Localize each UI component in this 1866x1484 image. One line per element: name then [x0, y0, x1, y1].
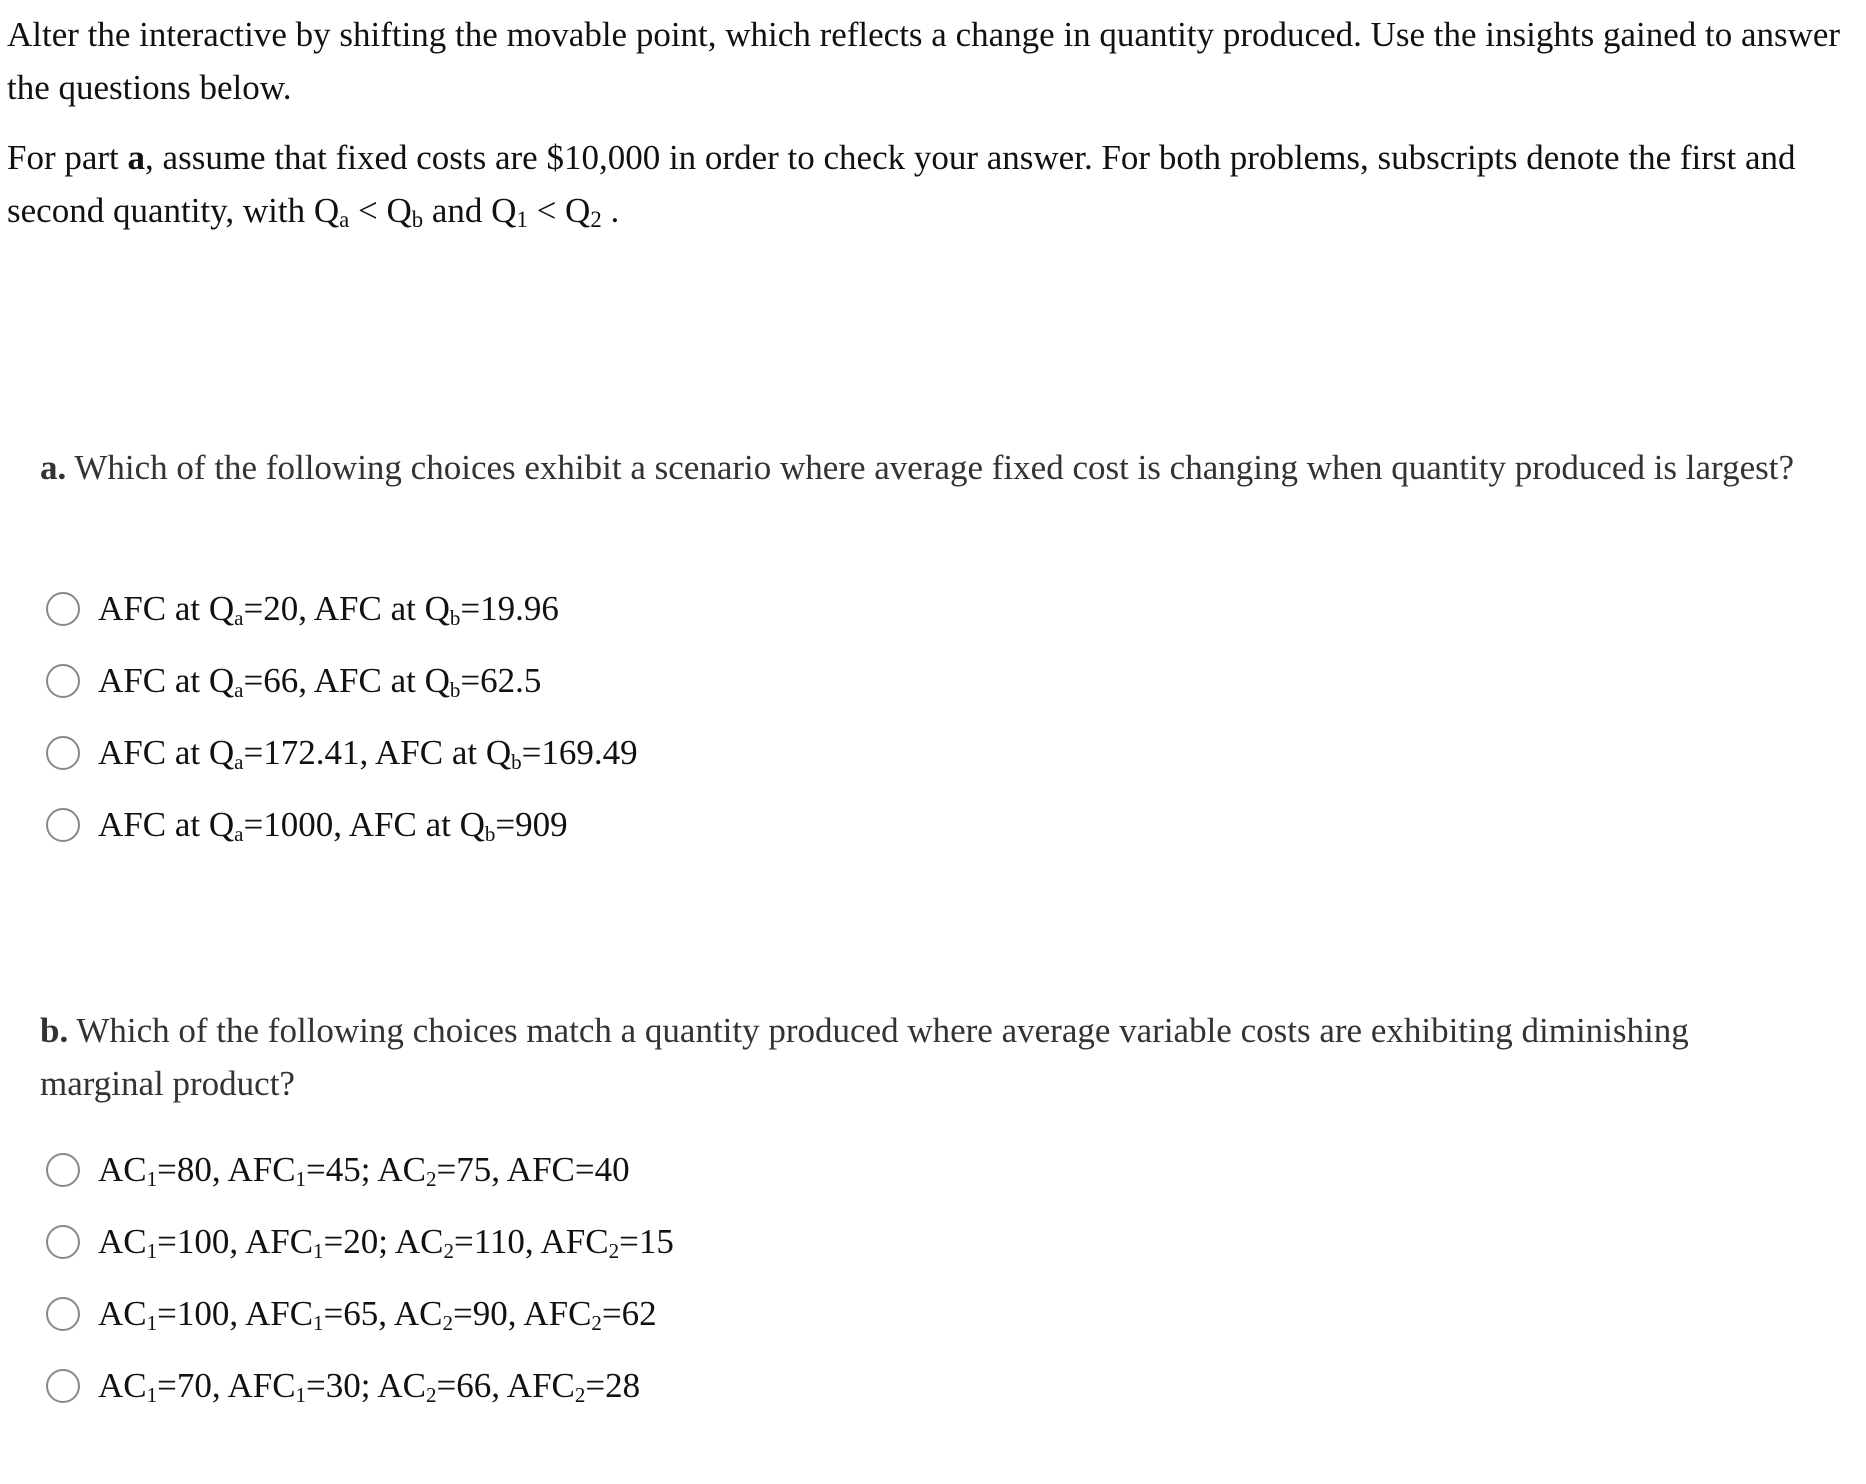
subscript: 2: [425, 1167, 437, 1191]
subscript: b: [449, 606, 461, 630]
option-text: AC: [98, 1366, 147, 1405]
radio-button[interactable]: [46, 592, 80, 626]
option-text: =: [157, 1366, 177, 1405]
option-text: ;: [360, 1366, 378, 1405]
instructions-text: Alter the interactive by shifting the movable point, which reflects a change in quantity produced. Use the insights gained to answer the questions below.: [7, 15, 1841, 107]
option-text: AFC: [244, 1222, 314, 1261]
option-text: , AFC at Q: [298, 661, 450, 700]
subscript: 1: [313, 1239, 324, 1263]
subscript: b: [484, 822, 496, 846]
option-text: =: [243, 589, 264, 628]
option-text: AFC: [523, 1294, 592, 1333]
radio-button[interactable]: [46, 736, 80, 770]
option-label: [98, 661, 541, 701]
subscript: 2: [574, 1383, 586, 1407]
option-value: 65: [343, 1294, 379, 1333]
option-text: =: [323, 1222, 344, 1261]
option-value: 100: [176, 1294, 230, 1333]
subscript: a: [234, 678, 244, 702]
option-text: ,: [491, 1150, 507, 1189]
option-value: 15: [638, 1222, 674, 1261]
subscript: a: [234, 606, 244, 630]
subscript: 2: [443, 1239, 454, 1263]
option-text: AC: [394, 1222, 444, 1261]
option-text: , AFC at Q: [333, 805, 485, 844]
subscript: 1: [146, 1167, 158, 1191]
radio-option[interactable]: [46, 1206, 674, 1278]
option-text: AFC: [227, 1150, 296, 1189]
option-text: ,: [211, 1150, 228, 1189]
option-value: 172.41: [263, 733, 360, 772]
option-text: , AFC at Q: [359, 733, 512, 772]
option-text: =: [157, 1150, 177, 1189]
subscript: b: [411, 207, 424, 232]
option-label: [98, 589, 559, 629]
question-a-label: a.: [40, 448, 67, 487]
subscript: 1: [516, 207, 528, 232]
option-text: =: [306, 1150, 326, 1189]
option-text: ,: [378, 1294, 394, 1333]
option-text: AFC at Q: [98, 733, 235, 772]
subscript: 2: [425, 1383, 437, 1407]
option-text: =: [460, 589, 481, 628]
subscript: 1: [295, 1167, 307, 1191]
subscript: b: [449, 678, 461, 702]
radio-button[interactable]: [46, 1153, 80, 1187]
assumptions-paragraph: [7, 131, 1847, 237]
question-b-options: [46, 1134, 674, 1422]
radio-option[interactable]: [46, 1350, 674, 1422]
option-value: 90: [472, 1294, 508, 1333]
radio-option[interactable]: [46, 573, 638, 645]
option-text: , AFC at Q: [298, 589, 450, 628]
option-value: 75: [456, 1150, 492, 1189]
option-text: AFC at Q: [98, 805, 235, 844]
assumptions-text: For part: [7, 138, 128, 177]
option-text: =: [585, 1366, 606, 1405]
option-text: =: [243, 733, 264, 772]
option-text: =: [619, 1222, 639, 1261]
radio-option[interactable]: [46, 1134, 674, 1206]
subscript: a: [339, 207, 350, 232]
option-text: =: [157, 1222, 177, 1261]
instructions-paragraph: [7, 8, 1847, 114]
subscript: a: [234, 822, 244, 846]
option-value: 30: [325, 1366, 361, 1405]
option-text: AC: [377, 1150, 426, 1189]
option-text: =: [323, 1294, 344, 1333]
option-label: [98, 805, 568, 845]
radio-button[interactable]: [46, 808, 80, 842]
option-text: AFC: [506, 1150, 575, 1189]
option-text: =: [436, 1150, 457, 1189]
option-text: =: [453, 1222, 474, 1261]
option-text: AC: [377, 1366, 426, 1405]
radio-option[interactable]: [46, 789, 638, 861]
option-text: =: [306, 1366, 326, 1405]
assumptions-text: .: [601, 191, 620, 230]
option-text: ,: [229, 1294, 245, 1333]
subscript: 1: [295, 1383, 307, 1407]
option-text: =: [453, 1294, 473, 1333]
subscript: 1: [146, 1311, 158, 1335]
assumptions-text: < Q: [349, 191, 412, 230]
option-value: 66: [263, 661, 299, 700]
option-text: ,: [491, 1366, 507, 1405]
part-a-bold: a: [127, 138, 146, 177]
option-value: 80: [176, 1150, 212, 1189]
option-value: 1000: [263, 805, 334, 844]
option-label: [98, 1222, 674, 1262]
option-value: 66: [456, 1366, 492, 1405]
subscript: 1: [146, 1383, 158, 1407]
option-value: 28: [605, 1366, 641, 1405]
option-value: 40: [594, 1150, 630, 1189]
option-value: 20: [343, 1222, 379, 1261]
option-text: =: [243, 805, 264, 844]
option-value: 45: [325, 1150, 361, 1189]
option-text: AFC at Q: [98, 589, 235, 628]
subscript: 1: [146, 1239, 158, 1263]
option-label: [98, 1294, 657, 1334]
option-text: ,: [524, 1222, 541, 1261]
option-text: ;: [378, 1222, 395, 1261]
radio-button[interactable]: [46, 664, 80, 698]
subscript: 1: [313, 1311, 324, 1335]
option-text: ;: [360, 1150, 378, 1189]
option-text: ,: [507, 1294, 524, 1333]
option-text: =: [436, 1366, 457, 1405]
option-value: 19.96: [480, 589, 559, 628]
option-text: =: [157, 1294, 177, 1333]
option-label: [98, 733, 638, 773]
question-b-prompt: [40, 1004, 1820, 1110]
option-text: =: [574, 1150, 595, 1189]
option-text: =: [460, 661, 481, 700]
option-text: =: [243, 661, 264, 700]
option-text: ,: [229, 1222, 245, 1261]
radio-button[interactable]: [46, 1297, 80, 1331]
assumptions-text: < Q: [527, 191, 591, 230]
option-value: 909: [515, 805, 568, 844]
radio-option[interactable]: [46, 645, 638, 717]
subscript: 2: [442, 1311, 453, 1335]
option-text: AFC: [506, 1366, 575, 1405]
question-a-prompt: [40, 441, 1820, 494]
question-a-text: Which of the following choices exhibit a scenario where average fixed cost is changing when quantity produced is largest?: [74, 448, 1794, 487]
option-text: AFC: [244, 1294, 314, 1333]
option-value: 100: [176, 1222, 230, 1261]
option-value: 62: [621, 1294, 657, 1333]
option-text: AC: [98, 1294, 147, 1333]
subscript: b: [511, 750, 522, 774]
radio-option[interactable]: [46, 717, 638, 789]
radio-button[interactable]: [46, 1225, 80, 1259]
subscript: 2: [590, 207, 602, 232]
option-value: 110: [473, 1222, 525, 1261]
option-text: AFC: [227, 1366, 296, 1405]
option-value: 62.5: [480, 661, 542, 700]
option-text: AC: [393, 1294, 443, 1333]
option-text: =: [495, 805, 516, 844]
subscript: 2: [591, 1311, 602, 1335]
option-text: =: [601, 1294, 622, 1333]
option-text: AFC at Q: [98, 661, 235, 700]
option-value: 169.49: [541, 733, 638, 772]
option-value: 70: [176, 1366, 212, 1405]
subscript: 2: [608, 1239, 620, 1263]
subscript: a: [234, 750, 244, 774]
radio-option[interactable]: [46, 1278, 674, 1350]
option-label: [98, 1150, 630, 1190]
option-text: AC: [98, 1150, 147, 1189]
option-text: =: [521, 733, 542, 772]
option-label: [98, 1366, 640, 1406]
question-b-text: Which of the following choices match a quantity produced where average variable costs are exhibiting diminishing marginal product?: [40, 1011, 1689, 1103]
question-b-label: b.: [40, 1011, 69, 1050]
question-a-options: [46, 573, 638, 861]
option-value: 20: [263, 589, 299, 628]
radio-button[interactable]: [46, 1369, 80, 1403]
assumptions-text: , assume that fixed costs are $10,000 in order to check your answer. For both problems, subscripts denote the first and second quantity, with Q: [7, 138, 1796, 230]
option-text: AC: [98, 1222, 147, 1261]
assumptions-text: and Q: [423, 191, 517, 230]
option-text: ,: [211, 1366, 228, 1405]
option-text: AFC: [540, 1222, 609, 1261]
